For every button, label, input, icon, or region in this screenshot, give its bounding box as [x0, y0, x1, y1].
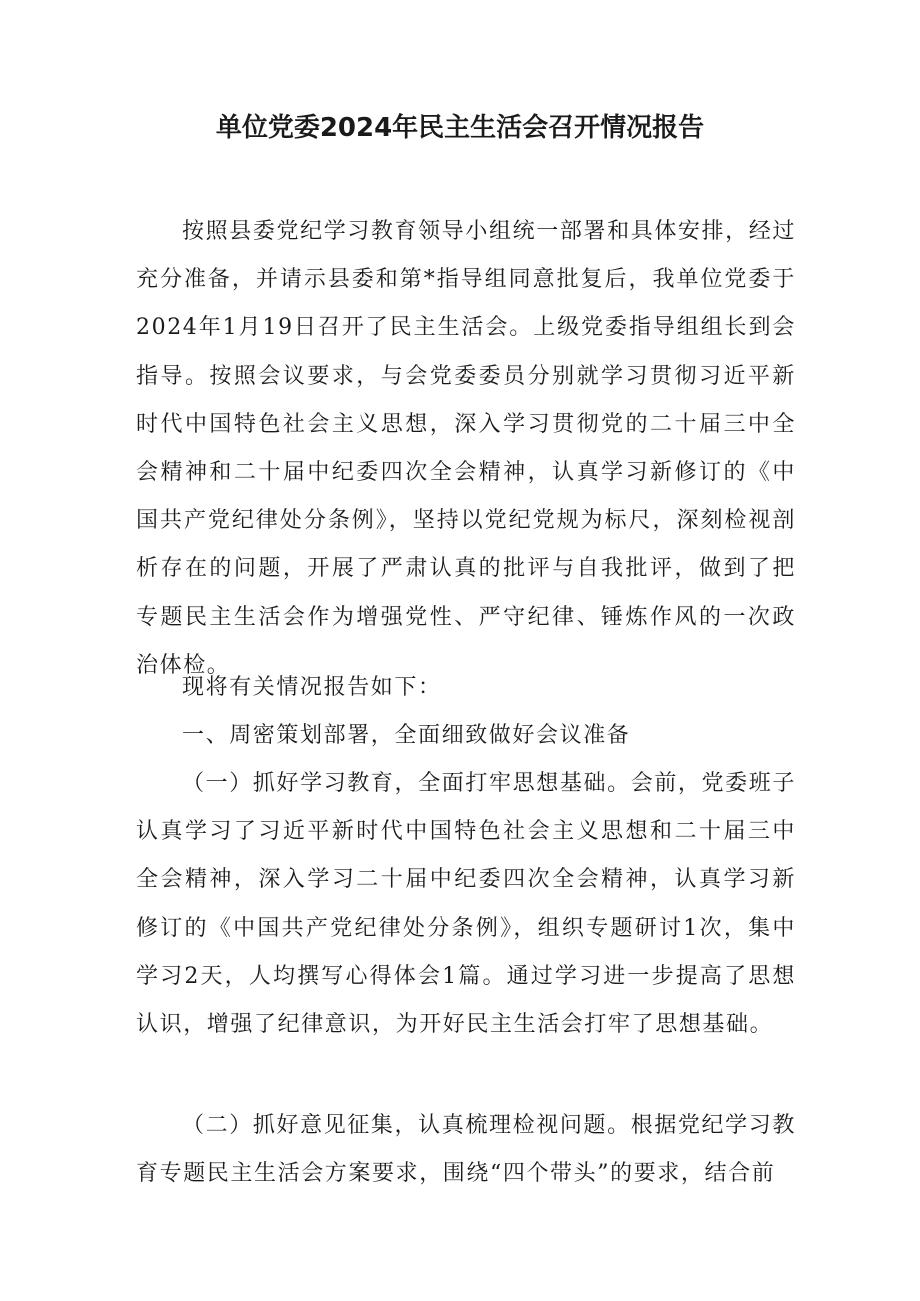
- paragraph-report-lead: 现将有关情况报告如下：: [182, 675, 442, 700]
- paragraph-subsection-2: （二）抓好意见征集，认真梳理检视问题。根据党纪学习教育专题民主生活会方案要求，围绕“四个带头”的要求，结合前: [136, 1113, 796, 1187]
- paragraph-intro: 按照县委党纪学习教育领导小组统一部署和具体安排，经过充分准备，并请示县委和第*指导组同意批复后，我单位党委于2024年1月19日召开了民主生活会。上级党委指导组组长到会指导。按照会议要求，与会党委委员分别就学习贯彻习近平新时代中国特色社会主义思想，深入学习贯彻党的二十届三中全会精神和二十届中纪委四次全会精神，认真学习新修订的《中国共产党纪律处分条例》，坚持以党纪党规为标尺，深刻检视剖析存在的问题，开展了严肃认真的批评与自我批评，做到了把专题民主生活会作为增强党性、严守纪律、锤炼作风的一次政治体检。: [136, 219, 796, 678]
- document-title: 单位党委2024年民主生活会召开情况报告: [215, 113, 705, 143]
- paragraph-subsection-1: （一）抓好学习教育，全面打牢思想基础。会前，党委班子认真学习了习近平新时代中国特色社会主义思想和二十届三中全会精神，深入学习二十届中纪委四次全会精神，认真学习新修订的《中国共产党纪律处分条例》，组织专题研讨1次，集中学习2天，人均撰写心得体会1篇。通过学习进一步提高了思想认识，增强了纪律意识，为开好民主生活会打牢了思想基础。: [136, 771, 796, 1038]
- section-heading-1: 一、周密策划部署，全面细致做好会议准备: [182, 723, 631, 748]
